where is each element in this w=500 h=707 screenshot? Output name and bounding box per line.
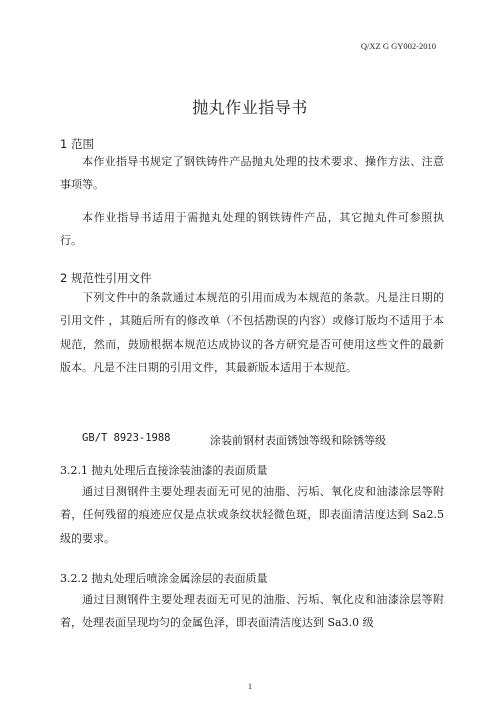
document-code: Q/XZ G GY002-2010 — [360, 41, 436, 51]
section-3-2-1-heading: 3.2.1 抛丸处理后直接涂装油漆的表面质量 — [60, 464, 268, 477]
document-title: 抛丸作业指导书 — [192, 98, 308, 117]
section-2-paragraph: 下列文件中的条款通过本规范的引用而成为本规范的条款。凡是注日期的引用文件 ，其随后所有的修改单（不包括勘误的内容）或修订版均不适用于本规范，然而，鼓励根据本规范达成协议的各方研究是否可使用这些文件的最新版本。凡是不注日期的引用文件，其最新版本适用于本规范。 — [60, 291, 444, 374]
section-3-2-1-paragraph: 通过目测钢件主要处理表面无可见的油脂、污垢、氧化皮和油漆涂层等附着，任何残留的痕迹应仅是点状或条纹状轻微色斑，即表面清洁度达到 Sa2.5 级的要求。 — [60, 485, 444, 545]
section-2-heading: 2 规范性引用文件 — [60, 271, 152, 285]
section-1-paragraph-1: 本作业指导书规定了钢铁铸件产品抛丸处理的技术要求、操作方法、注意事项等。 — [60, 155, 444, 192]
section-3-2-2-heading: 3.2.2 抛丸处理后喷涂金属涂层的表面质量 — [60, 572, 268, 585]
section-1-paragraph-2: 本作业指导书适用于需抛丸处理的钢铁铸件产品，其它抛丸件可参照执行。 — [60, 211, 444, 248]
standard-title: 涂装前钢材表面锈蚀等级和除锈等级 — [210, 434, 386, 447]
section-1-heading: 1 范围 — [60, 137, 94, 151]
referenced-standard — [82, 432, 386, 447]
standard-code: GB/T 8923-1988 — [82, 432, 171, 444]
page-number: 1 — [248, 682, 252, 691]
section-3-2-2-paragraph: 通过目测钢件主要处理表面无可见的油脂、污垢、氧化皮和油漆涂层等附着，处理表面呈现均匀的金属色泽，即表面清洁度达到 Sa3.0 级 — [60, 593, 444, 630]
